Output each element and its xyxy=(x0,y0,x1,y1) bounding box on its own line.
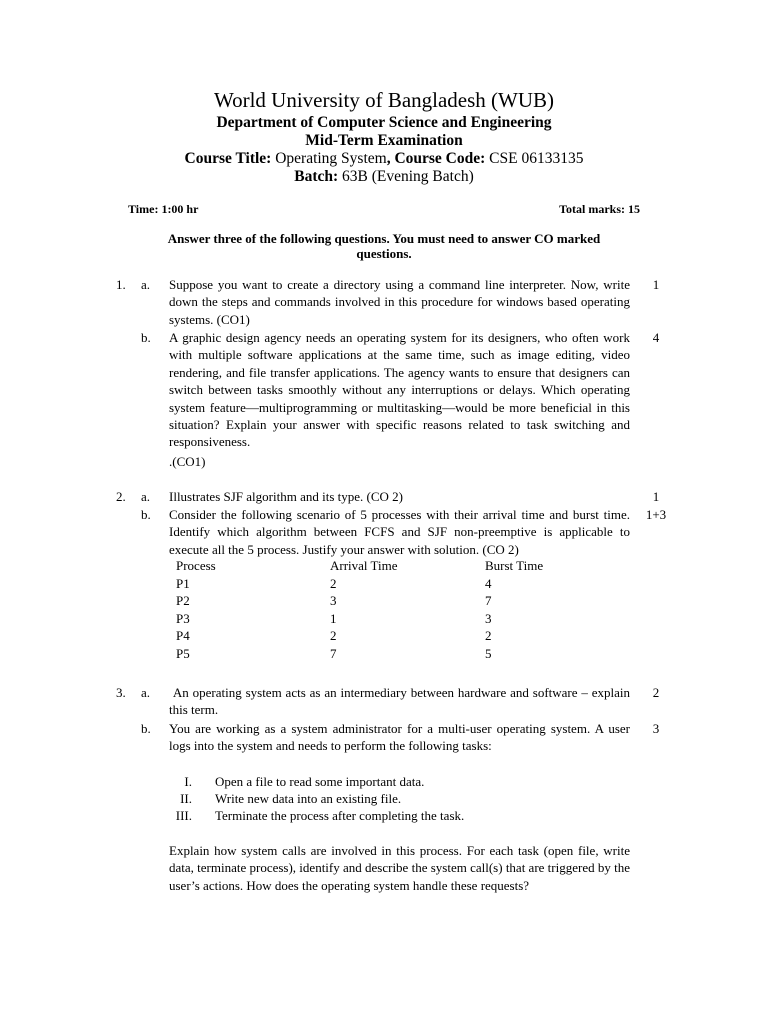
column-header: Arrival Time xyxy=(330,558,398,573)
question-number: 1. xyxy=(116,277,126,292)
question-number: 3. xyxy=(116,685,126,700)
exam-title: Mid-Term Examination xyxy=(305,132,463,149)
table-row xyxy=(176,575,585,593)
table-header-row xyxy=(176,557,585,575)
task-text: Terminate the process after completing the task. xyxy=(215,808,465,823)
total-marks: Total marks: 15 xyxy=(559,202,640,216)
task-text: Write new data into an existing file. xyxy=(215,791,402,806)
table-row xyxy=(176,610,585,628)
university-title: World University of Bangladesh (WUB) xyxy=(213,88,555,112)
question-text: You are working as a system administrator for a multi-user operating system. A user logs into the system and needs to perform the following tasks: xyxy=(169,721,630,754)
question-marks: 1 xyxy=(652,489,660,504)
table-cell: 1 xyxy=(330,610,337,626)
table-cell: 2 xyxy=(330,575,337,591)
part-label: a. xyxy=(141,277,151,292)
table-cell: 5 xyxy=(485,645,492,661)
course-line xyxy=(0,149,768,168)
table-cell: 7 xyxy=(330,645,337,661)
table-cell: 3 xyxy=(485,610,492,626)
table-cell: P1 xyxy=(176,575,190,591)
course-code: CSE 06133135 xyxy=(485,150,584,167)
table-cell: 4 xyxy=(485,575,492,591)
question-marks: 3 xyxy=(652,721,660,736)
table-row xyxy=(176,592,585,610)
question-text: Consider the following scenario of 5 processes with their arrival time and burst time. Identify which algorithm between FCFS and SJF non-preemptive is applicable to execute all the 5 process. Justify your answer with solution. (CO 2) xyxy=(169,507,630,557)
part-label: a. xyxy=(141,489,151,504)
question-marks: 2 xyxy=(652,685,660,700)
batch-line xyxy=(0,167,768,186)
table-cell: P2 xyxy=(176,593,190,609)
task-numeral: II. xyxy=(180,791,192,806)
task-numeral: I. xyxy=(184,774,192,789)
table-cell: 3 xyxy=(330,593,337,609)
instruction: Answer three of the following questions. You must need to answer CO marked questions. xyxy=(167,231,601,261)
table-cell: P3 xyxy=(176,610,190,626)
co-tag: .(CO1) xyxy=(169,454,206,469)
table-cell: 2 xyxy=(330,628,337,644)
table-row xyxy=(176,627,585,645)
followup-text: Explain how system calls are involved in this process. For each task (open file, write data, terminate process), identify and describe the system call(s) that are triggered by the user’s actions. How does the operating system handle these requests? xyxy=(169,843,630,893)
question-text: A graphic design agency needs an operating system for its designers, who often work with multiple software applications at the same time, such as image editing, video rendering, and file transfer applications. The agency wants to ensure that designers can switch between tasks smoothly without any interruptions or delays. Which operating system feature—multiprogramming or multitasking—would be more beneficial in this situation? Explain your answer with specific reasons related to task switching and responsiveness. xyxy=(169,330,630,450)
batch-value: 63B (Evening Batch) xyxy=(338,168,474,185)
question-marks: 1 xyxy=(652,277,660,292)
time-allowed: Time: 1:00 hr xyxy=(128,202,199,216)
question-marks: 4 xyxy=(652,330,660,345)
question-text: Suppose you want to create a directory using a command line interpreter. Now, write down the steps and commands involved in this procedure for windows based operating systems. (CO1) xyxy=(169,277,630,327)
task-numeral: III. xyxy=(175,808,192,823)
question-marks: 1+3 xyxy=(645,507,667,522)
part-label: b. xyxy=(141,330,151,345)
process-table xyxy=(176,557,585,663)
course-title-label: Course Title: xyxy=(184,150,272,167)
department-title: Department of Computer Science and Engineering xyxy=(216,114,552,131)
question-text: Illustrates SJF algorithm and its type. (CO 2) xyxy=(169,489,403,504)
batch-label: Batch: xyxy=(294,168,339,185)
question-text: An operating system acts as an intermediary between hardware and software – explain this term. xyxy=(169,685,634,718)
course-title: Operating System xyxy=(271,150,387,167)
question-number: 2. xyxy=(116,489,126,504)
table-cell: 7 xyxy=(485,593,492,609)
table-cell: P5 xyxy=(176,645,190,661)
part-label: b. xyxy=(141,721,151,736)
course-code-label: , Course Code: xyxy=(386,150,486,167)
column-header: Process xyxy=(176,558,216,573)
column-header: Burst Time xyxy=(485,558,544,573)
table-cell: P4 xyxy=(176,628,190,644)
table-row xyxy=(176,645,585,663)
part-label: a. xyxy=(141,685,151,700)
part-label: b. xyxy=(141,507,151,522)
task-text: Open a file to read some important data. xyxy=(215,774,425,789)
table-cell: 2 xyxy=(485,628,492,644)
